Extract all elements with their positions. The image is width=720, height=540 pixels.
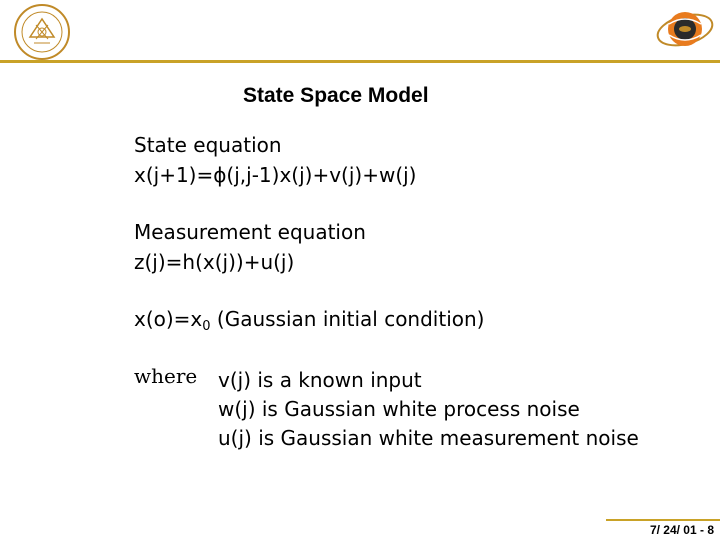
where-label: where [134,364,198,388]
definition-item: u(j) is Gaussian white measurement noise [218,426,639,450]
slide-title: State Space Model [243,84,429,107]
initial-condition-subscript: 0 [202,319,211,334]
where-definitions [218,366,639,453]
header-divider [0,60,720,63]
definition-item: w(j) is Gaussian white process noise [218,397,580,421]
state-equation-label: State equation [134,133,282,157]
initial-condition-note: (Gaussian initial condition) [216,307,485,331]
definition-item: v(j) is a known input [218,368,422,392]
page-number: 7/ 24/ 01 - 8 [606,519,720,540]
initial-condition [134,307,484,339]
state-equation: x(j+1)=ϕ(j,j-1)x(j)+v(j)+w(j) [134,163,417,187]
measurement-equation: z(j)=h(x(j))+u(j) [134,250,295,274]
orbit-emblem-logo [655,2,715,57]
initial-condition-lhs: x(o)=x [134,307,203,331]
university-seal-logo [12,3,72,61]
measurement-equation-label: Measurement equation [134,220,366,244]
